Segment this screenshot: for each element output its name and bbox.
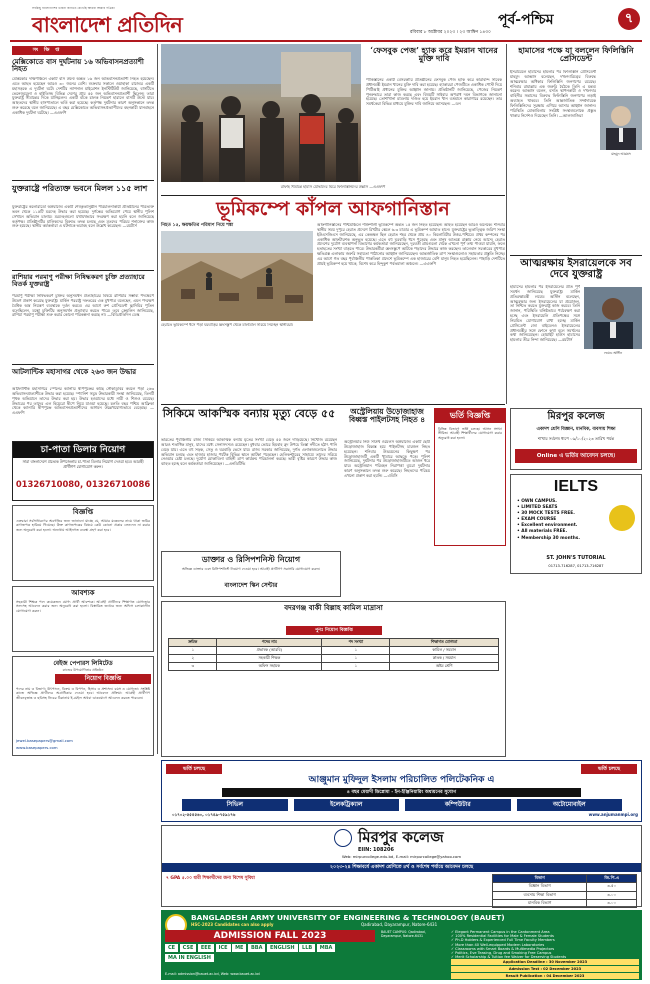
- main-headline: ভূমিকম্পে কাঁপল আফগানিস্তান: [216, 198, 450, 220]
- rafah-photo-caption: রাফাহ সীমান্তে হামাস যোদ্ধাদের ঘিরে ফিলিস্তিনিদের উল্লাস —এএফপি: [280, 185, 386, 189]
- poly-department: ইলেকট্রিক্যাল: [294, 799, 400, 811]
- bauet-admission: ADMISSION FALL 2023: [165, 930, 375, 942]
- australia-headline: অস্ট্রেলিয়ায় উড়োজাহাজ বিধ্বস্ত পাইলটসহ নিহত ৪: [348, 407, 426, 424]
- bauet-ad: [161, 910, 642, 980]
- ielts-point: • EXAM COURSE: [517, 517, 557, 523]
- bauet-program: MBA: [317, 944, 336, 952]
- bauet-feature: ✓ Ph.D Holders & Experienced Full Time Faculty Members: [451, 938, 555, 943]
- divider: [12, 364, 154, 365]
- bauet-programs: [165, 944, 379, 962]
- mirpur-logo-icon: [334, 829, 352, 847]
- bauet-note: HSC-2023 Candidates can also apply: [191, 922, 274, 927]
- poly-phone: ০১৭০২-৫৫৪৫৬০, ০১৭৪৯-৭৫৯১৭৬: [172, 812, 236, 817]
- bauet-loc: Qadirabad, Dayarampur, Natore-6431: [361, 922, 438, 927]
- mirpur-name: মিরপুর কলেজ: [358, 828, 444, 846]
- paper-body: পদের নাম ও বিভাগ: উৎপাদন, বিক্রয় ও বিপণন, হিসাব ও প্রশাসন। বয়স ও যোগ্যতা: সংশ্লিষ্ট কাজে অভিজ্ঞ প্রার্থীদের অগ্রাধিকার দেওয়া হবে। আবেদন প্রক্রিয়া: আগ্রহী প্রার্থীগণ জীবনবৃত্তান্ত ও ছবিসহ নিচের ঠিকানায় ই-মেইল অথবা ডাকযোগে আবেদন করতে পারবেন।: [16, 687, 150, 700]
- divider: [161, 404, 505, 405]
- table-cell: মানবিক বিভাগ: [493, 899, 587, 907]
- admission-notice: [434, 408, 506, 546]
- doctor-body: অভিজ্ঞ ডাক্তার এবং রিসিপশনিস্ট নিয়োগ দেওয়া হবে। আগ্রহী প্রার্থীগণ সরাসরি যোগাযোগ করুন।: [181, 567, 321, 571]
- bauet-program: MA IN ENGLISH: [165, 954, 214, 962]
- mirpur-line: ২০২৩-২৪ শিক্ষাবর্ষে একাদশ শ্রেণিতে ৪র্থ ও সর্বশেষ পর্যায়ে আবেদন চলছে: [162, 863, 641, 872]
- australia-body: অস্ট্রেলিয়ার নিউ সাউথ ওয়েলস অঙ্গরাজ্যে একটি ছোট উড়োজাহাজ বিধ্বস্ত হয়ে পাইলটসহ চারজন নিহত হয়েছেন। শনিবার উড্ডয়নের কিছুক্ষণ পর উড়োজাহাজটি একটি খামারে আছড়ে পড়ে। পুলিশ জানিয়েছে, দুর্ঘটনার পর উড়োজাহাজটিতে আগুন ধরে যায়। অস্ট্রেলিয়ান পরিবহন নিরাপত্তা ব্যুরো দুর্ঘটনার কারণ অনুসন্ধানে তদন্ত শুরু করেছে। নিহতদের পরিচয় এখনো প্রকাশ করা হয়নি। —এবিসি: [344, 440, 430, 478]
- ielts-school: ST. JOHN'S TUTORIAL: [546, 555, 606, 561]
- table-cell: অফিস সহায়ক: [217, 663, 322, 671]
- table-cell: পদের নাম: [217, 639, 322, 647]
- ielts-title: IELTS: [553, 478, 599, 495]
- bauet-feature: ✓ Merit Scholarship & Tuition fee Waiver for Deserving Students: [451, 955, 567, 960]
- table-cell: ক্রমিক: [169, 639, 217, 647]
- brief1-headline: মেক্সিকোতে বাস দুর্ঘটনায় ১৬ অভিবাসনপ্রত্যাশী নিহত: [12, 57, 144, 74]
- poly-departments: [182, 799, 622, 811]
- column-divider: [506, 44, 507, 404]
- facebook-body: পাকিস্তানের একটি বেসরকারি প্রতিষ্ঠানের ফেসবুক পেজ হ্যাক করে কারাবন্দি সাবেক প্রধানমন্ত্রী ইমরান খানের মুক্তি দাবি করা হয়েছে। হ্যাকাররা পেজটিতে একাধিক পোস্ট দিয়ে পিটিআই প্রধানের মুক্তির আহ্বান জানায়। প্রতিষ্ঠানটি জানিয়েছে, পেজের নিয়ন্ত্রণ পুনরুদ্ধারে তারা কাজ করছে এবং বিষয়টি সাইবার অপরাধ দমন বিভাগকে জানানো হয়েছে। তোশাখানা মামলায় দণ্ডিত হয়ে ইমরান খান বর্তমানে কারাগারে রয়েছেন। তার সমর্থকেরা বিভিন্ন মাধ্যমে মুক্তির দাবি জানিয়ে আসছেন। —ডন: [366, 78, 502, 107]
- masthead-tagline: সবকিছু বাংলাদেশের ভাবনা জানতে রেখেছি আমরা আমার পত্রিকা: [32, 6, 115, 10]
- paper-web: www.basepapers.com: [16, 745, 58, 750]
- admission-body: বিভিন্ন বিভাগে ভর্তি চলছে। আসন সংখ্যা সীমিত। আগ্রহী শিক্ষার্থীদের যোগাযোগ করার অনুরোধ করা হলো।: [438, 427, 502, 440]
- bauet-program: EEE: [198, 944, 214, 952]
- table-cell: ১: [169, 647, 217, 655]
- bauet-feature: ✓ Politics, Eve Teasing, Drug and Smoking Free Campus: [451, 951, 552, 956]
- mirpur-web: Web: mirpurcollege.edu.bd, E-mail: mirpurcollege@yahoo.com: [341, 854, 462, 859]
- divider: [510, 255, 642, 256]
- masthead: [10, 4, 642, 40]
- mp-college-name: মিরপুর কলেজ: [547, 411, 605, 422]
- ielts-point: • OWN CAMPUS.: [517, 499, 557, 504]
- brief1-body: মেক্সিকোর দক্ষিণাঞ্চলে একটি বাস উল্টে অন্তত ১৬ জন অভিবাসনপ্রত্যাশী নিহত হয়েছেন। এতে আহত হয়েছেন আরও ৩০ জনের বেশি। শুক্রবার সকালে ওয়াহাকা রাজ্যের একটি মহাসড়কে এ দুর্ঘটনা ঘটে। দেশটির ন্যাশনাল মাইগ্রেশন ইনস্টিটিউট জানিয়েছে, বাসটিতে ভেনেজুয়েলা ও হাইতিসহ বিভিন্ন দেশের প্রায় ৫৫ জন অভিবাসনপ্রত্যাশী ছিলেন। তারা যুক্তরাষ্ট্র সীমান্তের দিকে যাচ্ছিলেন। একটি বাঁকে চালক নিয়ন্ত্রণ হারালে বাসটি উল্টে যায়। আহতদের স্থানীয় হাসপাতালে ভর্তি করা হয়েছে। কর্তৃপক্ষ দুর্ঘটনার কারণ অনুসন্ধানে তদন্ত শুরু করেছে বলে জানিয়েছে। এ বছর মেক্সিকোতে অভিবাসনপ্রত্যাশীদের বহনকারী যানবাহনে একাধিক দুর্ঘটনা ঘটেছে। —এএফপি: [12, 77, 154, 115]
- paper-company: বেইজ পেপারস লিমিটেড: [53, 660, 113, 667]
- table-cell: ১: [322, 655, 390, 663]
- paper-sub: কাজের উপযোগিতার প্রতিষ্ঠান: [62, 668, 104, 672]
- paper-email: jewel.basepapers@gmail.com: [16, 738, 73, 743]
- mp-college-line2: শাখায় সর্বশেষ ধাপে ০৯/১০/২০২৩ তারিখ পর্যন্ত: [537, 436, 615, 441]
- mirpur-college-ad: [161, 825, 642, 907]
- poly-department: সিভিল: [182, 799, 288, 811]
- poly-web: www.anjumanmpi.org: [588, 812, 638, 817]
- table-cell: কামিল / সমমান: [390, 647, 499, 655]
- tea-ad-phone: 01326710080, 01326710086: [15, 479, 151, 489]
- brief3-headline: রাশিয়ার পরমাণু পরীক্ষা নিষিদ্ধকরণ চুক্তি প্রত্যাহারে বিতর্ক যুক্তরাষ্ট্র: [12, 273, 145, 288]
- table-cell: ৩.০০: [587, 899, 637, 907]
- hamas-headline: হামাসের পক্ষে যা বললেন ফিলিস্তিনি প্রেসিডেন্ট: [518, 45, 634, 64]
- bauet-feature: ✓ Classrooms with Smart Boards & Multimedia Projectors: [451, 946, 555, 951]
- bauet-program: ICE: [216, 944, 231, 952]
- mp-college-line1: একাদশ শ্রেণি বিজ্ঞান, মানবিক, ব্যবসায় শিক্ষা: [536, 427, 616, 432]
- brief4-body: আটলান্টিক মহাসাগরে স্পেনের ক্যানারি দ্বীপপুঞ্জের কাছে নৌকাডুবির কবলে পড়া ২৬৩ অভিবাসনপ্রত্যাশীকে উদ্ধার করা হয়েছে। স্প্যানিশ সমুদ্র উদ্ধারকারী সংস্থা জানিয়েছে, তিনটি পৃথক অভিযানে তাদের উদ্ধার করা হয়। উদ্ধার হওয়াদের মধ্যে নারী ও শিশুও রয়েছে। উদ্ধারের পর তাদের এল হিয়েরো দ্বীপে নিয়ে যাওয়া হয়েছে। চলতি বছর পশ্চিম আফ্রিকা থেকে ক্যানারি দ্বীপপুঞ্জে অভিবাসনপ্রত্যাশীদের আগমন উল্লেখযোগ্যভাবে বেড়েছে। —এএফপি: [12, 387, 154, 416]
- ielts-ad: [510, 474, 642, 574]
- table-cell: সহকারী শিক্ষক: [217, 655, 322, 663]
- ielts-point: • Excellent environment.: [517, 523, 578, 529]
- israel-body: হামাসের হামলার পর ইসরায়েলের প্রতি পূর্ণ সমর্থন জানিয়েছে যুক্তরাষ্ট্র। মার্কিন প্রতিরক্ষামন্ত্রী লয়েড অস্টিন বলেছেন, আত্মরক্ষার জন্য ইসরায়েলের যা প্রয়োজন, তা নিশ্চিত করতে যুক্তরাষ্ট্র কাজ করবে। তিনি জানান, পরিস্থিতি ঘনিষ্ঠভাবে পর্যবেক্ষণ করা হচ্ছে এবং ইসরায়েলি প্রতিপক্ষের সঙ্গে নিয়মিত যোগাযোগ রাখা হচ্ছে। মার্কিন প্রেসিডেন্ট জো বাইডেনও ইসরায়েলের প্রধানমন্ত্রীর সঙ্গে ফোনে কথা বলে সমর্থনের কথা জানিয়েছেন। হোয়াইট হাউস হামাসের হামলার তীব্র নিন্দা জানিয়েছে। —রয়টার্স: [510, 285, 580, 343]
- poly-department: অটোমোবাইল: [517, 799, 623, 811]
- page-number: ৭: [618, 8, 640, 30]
- madrasa-table: [168, 638, 499, 671]
- ielts-point: • Membership 30 months.: [517, 535, 580, 541]
- masthead-brand: বাংলাদেশ প্রতিদিন: [32, 12, 183, 37]
- brief3-body: পরমাণু পরীক্ষা নিষিদ্ধকরণ চুক্তির অনুসমর্থন প্রত্যাহারের বিষয়ে রাশিয়ার সম্ভাব্য পদক্ষেপে উদ্বেগ প্রকাশ করেছে যুক্তরাষ্ট্র। মার্কিন পররাষ্ট্র দফতরের এক মুখপাত্র বলেছেন, এমন পদক্ষেপ বৈশ্বিক অস্ত্র নিয়ন্ত্রণ ব্যবস্থাকে দুর্বল করবে। এর আগে রুশ প্রেসিডেন্ট ভ্লাদিমির পুতিন বলেছিলেন, মস্কো চুক্তিটির অনুসমর্থন প্রত্যাহার করতে পারে। তবে ক্রেমলিন জানিয়েছে, রাশিয়া পরমাণু পরীক্ষা শুরু করার কোনো পরিকল্পনা করছে না। —বিডিপ্রতিদিন ডেস্ক: [12, 294, 154, 318]
- brief-section-tag: সং ক্ষি প্ত: [12, 46, 82, 55]
- table-header-row: [493, 875, 637, 883]
- table-cell: ৩.০০: [587, 891, 637, 899]
- table-cell: শিক্ষাগত যোগ্যতা: [390, 639, 499, 647]
- madrasa-title: বদরগঞ্জ বাকী বিল্লাহ কামিল মাদ্রাসা: [284, 603, 383, 612]
- madrasa-ad: [161, 601, 506, 757]
- notice2-title: আবশ্যক: [71, 588, 95, 597]
- mp-college-line3: Online এ ভর্তির আবেদন চলছে।: [515, 449, 637, 463]
- bauet-feature: ✓ Elegant Permanent Campus in the Cantonment Area: [451, 930, 550, 934]
- bauet-email: E-mail: admission@bauet.ac.bd, Web: www.bauet.ac.bd: [165, 972, 260, 976]
- bauet-feature: ✓ More than 40 Well-equipped Modern Laboratories: [451, 942, 545, 947]
- sikkim-headline: সিকিমে আকস্মিক বন্যায় মৃত্যু বেড়ে ৫৫: [162, 407, 336, 420]
- tea-ad-title: চা-পাতা ডিলার নিয়োগ: [13, 442, 153, 458]
- bauet-program: CSE: [180, 944, 197, 952]
- table-header-row: [169, 639, 499, 647]
- table-cell: ৩: [169, 663, 217, 671]
- mp-college-banner: [510, 408, 642, 470]
- bauet-campus: BAUET CAMPUS: Qadirabad, Dayarampur, Natore-6431: [381, 930, 426, 938]
- rafah-photo: [161, 44, 361, 182]
- bauet-program: ENGLISH: [267, 944, 298, 952]
- table-row: [493, 891, 637, 899]
- masthead-rule: [10, 40, 642, 42]
- main-kicker: নিহত ১৫, ক্ষয়ক্ষতির পরিমাণ নিয়ে শঙ্কা: [161, 223, 234, 228]
- divider: [161, 195, 505, 196]
- divider: [12, 270, 154, 271]
- notice1: [12, 505, 154, 581]
- paper-title: নিয়োগ বিজ্ঞপ্তি: [55, 674, 151, 684]
- bauet-program: BBA: [248, 944, 266, 952]
- abbas-caption: মাহমুদ আব্বাস: [611, 152, 631, 156]
- section-name: পূর্ব-পশ্চিম: [498, 12, 554, 28]
- madrasa-sub: পুনঃ নিয়োগ বিজ্ঞপ্তি: [286, 626, 382, 635]
- ielts-point: • LIMITED SEATS: [517, 505, 558, 511]
- table-row: [169, 647, 499, 655]
- table-cell: স্নাতক / সমমান: [390, 655, 499, 663]
- bauet-features: [451, 930, 639, 960]
- table-cell: ১: [322, 647, 390, 655]
- poly-sub: ৪ বছর মেয়াদী ডিপ্লোমা - ইন-ইঞ্জিনিয়ারিং অধ্যয়নের সুযোগ: [222, 788, 581, 797]
- bauet-result: Result Publication : 04 December 2023: [451, 973, 639, 979]
- portrait-image: [584, 287, 642, 349]
- ielts-point: • All materials FREE.: [517, 529, 568, 535]
- crowd-image: [161, 44, 361, 182]
- bauet-program: LLB: [299, 944, 315, 952]
- sikkim-body: ভারতের পূর্বাঞ্চলীয় রাজ্য সিকিমে আকস্মিক বন্যায় মৃতের সংখ্যা বেড়ে ৫৫ জনে দাঁড়িয়েছে। নিখোঁজ রয়েছেন আরও শতাধিক মানুষ, যাদের মধ্যে সেনাসদস্যও রয়েছেন। বুধবার ভোরে হিমবাহ হ্রদ উপচে তিস্তা নদীতে হঠাৎ পানি বেড়ে যায়। এতে বহু সড়ক, সেতু ও ঘরবাড়ি ভেসে যায়। রাজ্য সরকার জানিয়েছে, দুর্গত এলাকাগুলোতে উদ্ধার অভিযান চলছে এবং হাজার হাজার পর্যটক বিভিন্ন স্থানে আটকা পড়েছেন। হেলিকপ্টারের সাহায্যে তাদের সরিয়ে নেওয়ার চেষ্টা চলছে। দুর্যোগ মোকাবিলা বাহিনী ত্রাণ কার্যক্রম পরিচালনা করছে। ভারী বৃষ্টির কারণে উদ্ধার কাজ ব্যাহত হচ্ছে বলে কর্মকর্তারা জানিয়েছেন। —এনডিটিভি: [161, 438, 337, 467]
- doctor-center: বাংলাদেশ স্কিন সেন্টার: [224, 582, 278, 589]
- tea-ad-body: সারা বাংলাদেশে প্রত্যেক উপজেলায় চা-পাতা ডিলার নিয়োগ দেওয়া হবে। আগ্রহী প্রার্থীগণ যোগাযোগ করুন।: [22, 459, 144, 469]
- admission-title: ভর্তি বিজ্ঞপ্তি: [435, 409, 505, 423]
- table-cell: বিজ্ঞান বিভাগ: [493, 883, 587, 891]
- ielts-phone: 01713-716287, 01713-716287: [548, 564, 604, 568]
- poly-department: কম্পিউটার: [405, 799, 511, 811]
- quake-photo-caption: হেরাতে ভূমিকম্পে ধসে পড়া ঘরবাড়ির ধ্বংসস্তূপ থেকে মালামাল সরিয়ে নিচ্ছেন স্থানীয়রা।: [161, 323, 294, 327]
- doctor-ad: [161, 551, 341, 597]
- austin-caption: লয়েড অস্টিন: [604, 351, 622, 355]
- table-cell: বিভাগ: [493, 875, 587, 883]
- poly-tag-right: ভর্তি চলছে: [581, 764, 637, 774]
- tea-dealer-ad: [12, 441, 154, 501]
- rubble-image: [161, 231, 313, 321]
- bauet-program: ME: [232, 944, 246, 952]
- table-cell: ব্যবসায় শিক্ষা বিভাগ: [493, 891, 587, 899]
- table-cell: ৩.৫০: [587, 883, 637, 891]
- table-cell: প্রভাষক (আরবি): [217, 647, 322, 655]
- doctor-title: ডাক্তার ও রিসিপশনিস্ট নিয়োগ: [201, 554, 301, 564]
- quake-photo: [161, 231, 313, 321]
- bauet-test: Admission Test : 02 December 2023: [451, 966, 639, 972]
- brief2-headline: যুক্তরাষ্ট্রে পরিত্যক্ত ভবনে মিলল ১১৫ লাশ: [12, 183, 148, 193]
- book-icon: [609, 505, 635, 531]
- hamas-body: ইসরায়েলে হামাসের হামলার পর ফিলিস্তিনি প্রেসিডেন্ট মাহমুদ আব্বাস বলেছেন, দখলদারিত্বের বিরুদ্ধে আত্মরক্ষার অধিকার ফিলিস্তিনি জনগণের রয়েছে। শনিবার রামাল্লায় এক জরুরি বৈঠকে তিনি এ মন্তব্য করেন। আব্বাস বলেন, বসতি স্থাপনকারী ও দখলদার বাহিনীর সন্ত্রাসের বিরুদ্ধে ফিলিস্তিনি জনগণের লড়াই অব্যাহত থাকবে। তিনি আন্তর্জাতিক সম্প্রদায়কে ফিলিস্তিনিদের সুরক্ষায় এগিয়ে আসার আহ্বান জানান। পরিস্থিতি মোকাবিলায় সংশ্লিষ্ট সংস্থাগুলোকে প্রস্তুত থাকার নির্দেশও দিয়েছেন তিনি। —আলজাজিরা: [510, 70, 596, 118]
- notice1-title: বিজ্ঞপ্তি: [72, 507, 94, 516]
- austin-photo: [584, 287, 642, 349]
- brief2-body: যুক্তরাষ্ট্রের কলোরাডো অঙ্গরাজ্যে একটি শেষকৃত্যানুষ্ঠান পরিচালনাকারী প্রতিষ্ঠানের পরিত্যক্ত ভবন থেকে ১১৫টি মরদেহ উদ্ধার করা হয়েছে। দুর্গন্ধের অভিযোগ পেয়ে স্থানীয় পুলিশ সেখানে অভিযান চালায়। মরদেহগুলো যথাযথভাবে সংরক্ষণ করা হয়নি বলে জানিয়েছে কর্তৃপক্ষ। প্রতিষ্ঠানটির মালিকদের বিরুদ্ধে তদন্ত চলছে এবং মৃতদের পরিচয় শনাক্তের কাজ শুরু হয়েছে। স্থানীয় কর্মকর্তারা এ ঘটনাকে ভয়াবহ বলে উল্লেখ করেছেন। —রয়টার্স: [12, 205, 154, 229]
- ielts-point: • 30 MOCK TESTS FREE.: [517, 511, 575, 517]
- israel-headline: আত্মরক্ষায় ইসরায়েলকে সব দেবে যুক্তরাষ্ট্র: [520, 258, 632, 280]
- poly-heading: আঞ্জুমান মুফিদুল ইসলাম পরিচালিত পলিটেকনিক এ: [308, 775, 495, 785]
- column-divider: [157, 44, 158, 754]
- main-story-body-cont: [161, 343, 505, 401]
- brief4-headline: আটলান্টিক মহাসাগর থেকে ২৬৩ জন উদ্ধার: [12, 367, 137, 376]
- base-papers-ad: [12, 656, 154, 756]
- table-row: [169, 663, 499, 671]
- mirpur-notice: ৭ GPA ৫.০০ ধারী শিক্ষার্থীদের জন্য বিশেষ সুবিধা: [166, 876, 255, 881]
- bauet-title: BANGLADESH ARMY UNIVERSITY OF ENGINEERING & TECHNOLOGY (BAUET): [191, 913, 505, 922]
- main-story-body: আফগানিস্তানের পশ্চিমাঞ্চলে শক্তিশালী ভূমিকম্পে অন্তত ১৫ জন নিহত হয়েছেন। আহত হয়েছেন আরও অনেকে। শনিবার স্থানীয় সময় দুপুরে হেরাত প্রদেশে রিখটার স্কেলে ৬.৩ মাত্রার এ ভূমিকম্প আঘাত হানে। যুক্তরাষ্ট্রের ভূতাত্ত্বিক জরিপ সংস্থা ইউএসজিএস জানিয়েছে, এর কেন্দ্রস্থল ছিল হেরাত শহর থেকে প্রায় ৪০ কিলোমিটার উত্তর-পশ্চিমে। প্রথম কম্পনের পর একাধিক আফটারশক অনুভূত হয়েছে। এতে বহু ঘরবাড়ি ধসে পড়েছে এবং মানুষ আতঙ্কে রাস্তায় নেমে আসে। হেরাত প্রদেশের দুর্যোগ ব্যবস্থাপনা বিভাগের কর্মকর্তারা জানিয়েছেন, দূরবর্তী গ্রামগুলো থেকে এখনো পূর্ণ তথ্য পাওয়া যায়নি, ফলে হতাহতের সংখ্যা বাড়তে পারে। উদ্ধারকর্মীরা ধ্বংসস্তূপে আটকে পড়াদের উদ্ধারে কাজ করছেন। তালেবান সরকারের মুখপাত্র ক্ষতিগ্রস্ত এলাকায় জরুরি সহায়তা পাঠানোর আহ্বান জানিয়েছেন। আন্তর্জাতিক ত্রাণ সংস্থাগুলোও সহায়তার প্রস্তুতি নিচ্ছে। এর আগে গত বছর পূর্বাঞ্চলীয় পাকতিকা প্রদেশে ভূমিকম্পে এক হাজারের বেশি মানুষ নিহত হয়েছিলেন। পাহাড়ি দেশটিতে প্রায়ই ভূমিকম্প হয়ে থাকে, বিশেষ করে হিন্দুকুশ পর্বতমালা অঞ্চলে। —এএফপি: [317, 223, 505, 266]
- notice2-body: সহকারী শিক্ষক পদে কয়েকজন যোগ্য প্রার্থী আবশ্যক। আগ্রহী প্রার্থীদের শিক্ষাগত যোগ্যতার সনদসহ আবেদন করার জন্য অনুরোধ করা হলো। বিস্তারিত তথ্যের জন্য অফিস চলাকালীন যোগাযোগ করুন।: [16, 600, 150, 613]
- poly-tag-left: ভর্তি চলছে: [166, 764, 222, 774]
- polytechnic-banner: [161, 760, 642, 822]
- notice1-body: এতদ্বারা সর্বসাধারণের অবগতির জন্য জানানো যাচ্ছে যে, আমার মক্কেলের নামে থাকা জমির কাগজপত্র হারিয়ে গিয়েছে। উক্ত কাগজপত্রের বিষয়ে কেউ কোনো প্রকার লেনদেন না করার জন্য অনুরোধ করা হলো। অন্যথায় আইনগত ব্যবস্থা গ্রহণ করা হবে।: [16, 519, 150, 532]
- abbas-photo: [600, 96, 642, 150]
- table-cell: ২: [169, 655, 217, 663]
- bauet-deadline: Application Deadline : 30 November 2023: [451, 959, 639, 965]
- table-cell: ১: [322, 663, 390, 671]
- mirpur-table: [492, 874, 637, 908]
- table-cell: অষ্টম শ্রেণি: [390, 663, 499, 671]
- table-row: [169, 655, 499, 663]
- bauet-program: CE: [165, 944, 178, 952]
- mirpur-eiin: EIIN: 108206: [358, 847, 394, 853]
- divider: [12, 180, 154, 181]
- page-date: রবিবার ৮ অক্টোবর ২০২৩ । ২৩ আশ্বিন ১৪৩০: [410, 30, 491, 35]
- table-cell: পদ সংখ্যা: [322, 639, 390, 647]
- table-row: [493, 883, 637, 891]
- bauet-feature: ✓ 100% Residential Facilities for Male & Female Students: [451, 934, 554, 939]
- ielts-points: [517, 499, 607, 542]
- portrait-image: [600, 96, 642, 150]
- notice2: [12, 586, 154, 652]
- table-cell: জি.পি.এ: [587, 875, 637, 883]
- table-row: [493, 899, 637, 907]
- facebook-headline: ‘ফেসবুক পেজ’ হ্যাক করে ইমরান খানের মুক্তি দাবি: [370, 45, 498, 64]
